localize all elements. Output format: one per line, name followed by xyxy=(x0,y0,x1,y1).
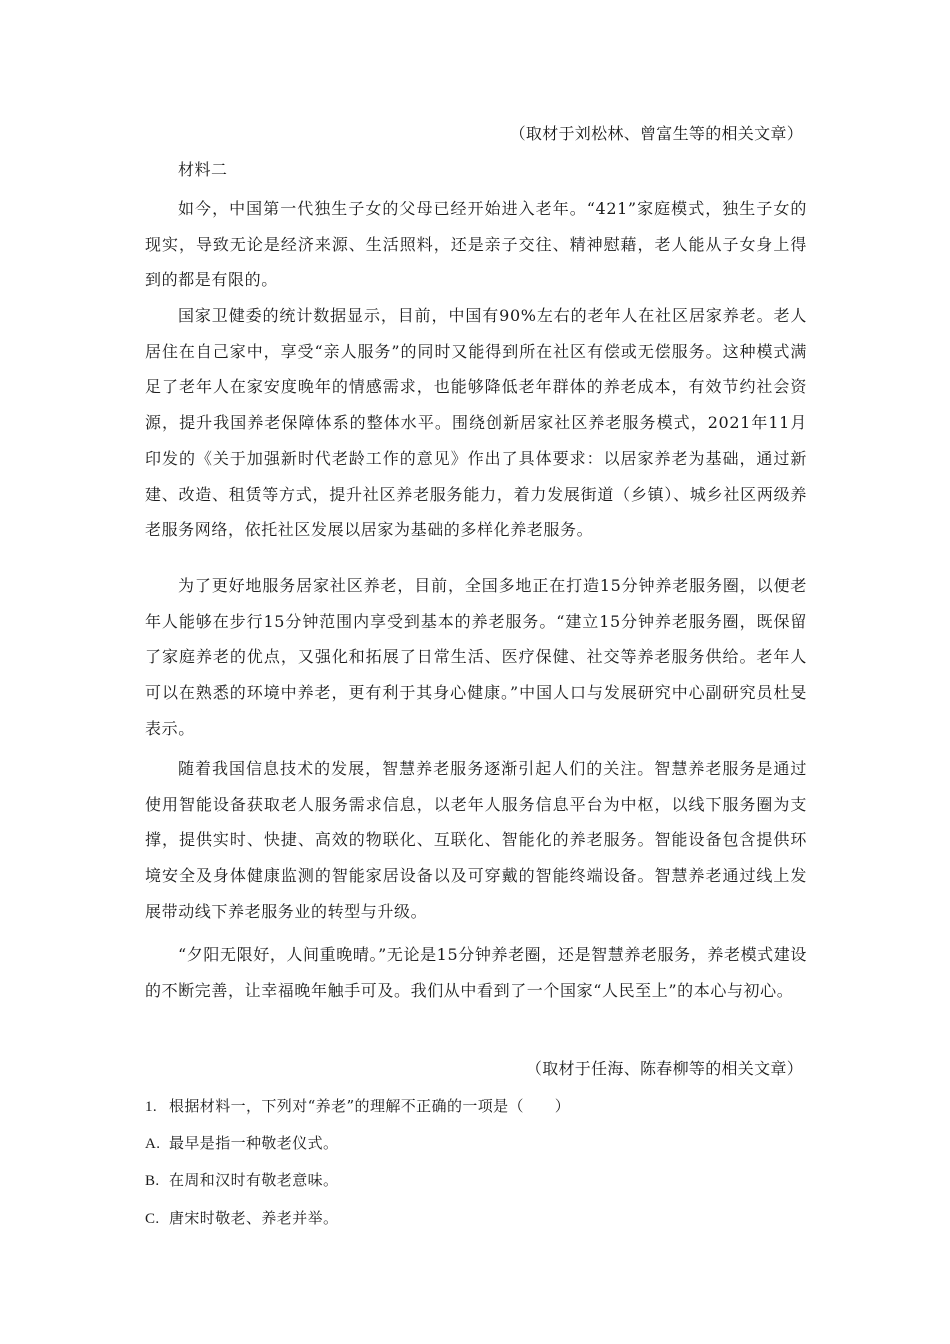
option-letter: A. xyxy=(145,1136,161,1152)
option-text: 在周和汉时有敬老意味。 xyxy=(169,1171,339,1189)
source-citation-bottom: （取材于任海、陈春柳等的相关文章） xyxy=(525,1059,803,1078)
option-letter: B. xyxy=(145,1173,160,1189)
option-text: 唐宋时敬老、养老并举。 xyxy=(169,1209,339,1227)
paragraph-4: 随着我国信息技术的发展，智慧养老服务逐渐引起人们的关注。智慧养老服务是通过使用智能设备获取老人服务需求信息，以老年人服务信息平台为中枢，以线下服务圈为支撑，提供实时、快捷、高效的物联化、互联化、智能化的养老服务。智能设备包含提供环境安全及身体健康监测的智能家居设备以及可穿戴的智能终端设备。智慧养老通过线上发展带动线下养老服务业的转型与升级。 xyxy=(145,759,807,921)
paragraph-5: “夕阳无限好，人间重晚晴。”无论是15分钟养老圈，还是智慧养老服务，养老模式建设的不断完善，让幸福晚年触手可及。我们从中看到了一个国家“人民至上”的本心与初心。 xyxy=(145,945,807,1000)
paragraph-1: 如今，中国第一代独生子女的父母已经开始进入老年。“421”家庭模式，独生子女的现实，导致无论是经济来源、生活照料，还是亲子交往、精神慰藉，老人能从子女身上得到的都是有限的。 xyxy=(145,199,807,290)
option-a[interactable] xyxy=(145,1132,338,1155)
source-citation-top: （取材于刘松林、曾富生等的相关文章） xyxy=(509,124,803,143)
option-text: 最早是指一种敬老仪式。 xyxy=(169,1134,339,1152)
material-heading: 材料二 xyxy=(178,160,228,179)
paragraph-3: 为了更好地服务居家社区养老，目前，全国多地正在打造15分钟养老服务圈，以便老年人能够在步行15分钟范围内享受到基本的养老服务。“建立15分钟养老服务圈，既保留了家庭养老的优点，又强化和拓展了日常生活、医疗保健、社交等养老服务供给。老年人可以在熟悉的环境中养老，更有利于其身心健康。”中国人口与发展研究中心副研究员杜旻表示。 xyxy=(145,576,807,738)
paragraph-2: 国家卫健委的统计数据显示，目前，中国有90%左右的老年人在社区居家养老。老人居住在自己家中，享受“亲人服务”的同时又能得到所在社区有偿或无偿服务。这种模式满足了老年人在家安度晚年的情感需求，也能够降低老年群体的养老成本，有效节约社会资源，提升我国养老保障体系的整体水平。围绕创新居家社区养老服务模式，2021年11月印发的《关于加强新时代老龄工作的意见》作出了具体要求：以居家养老为基础，通过新建、改造、租赁等方式，提升社区养老服务能力，着力发展街道（乡镇）、城乡社区两级养老服务网络，依托社区发展以居家为基础的多样化养老服务。 xyxy=(145,306,807,540)
option-letter: C. xyxy=(145,1211,160,1227)
option-c[interactable] xyxy=(145,1207,338,1230)
question-text: 根据材料一，下列对“养老”的理解不正确的一项是（ ） xyxy=(169,1097,571,1115)
option-b[interactable] xyxy=(145,1169,338,1192)
question-stem xyxy=(145,1095,570,1118)
question-number: 1. xyxy=(145,1099,158,1115)
